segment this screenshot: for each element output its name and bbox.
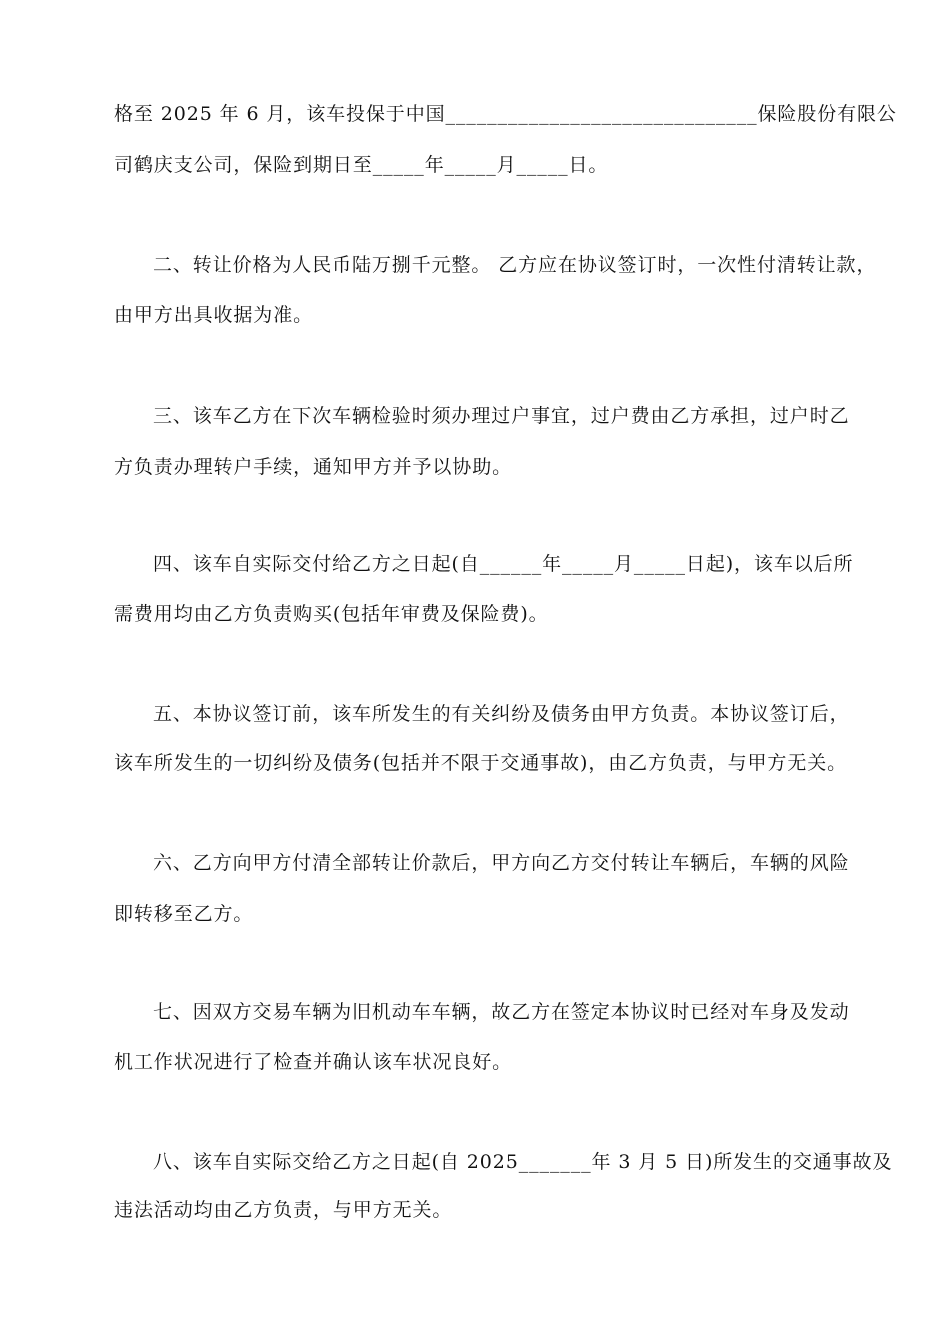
clause-seven-line-1: 七、因双方交易车辆为旧机动车车辆，故乙方在签定本协议时已经对车身及发动 <box>153 1001 850 1023</box>
clause-one-continued-line-2: 司鹤庆支公司，保险到期日至_____年_____月_____日。 <box>114 154 609 176</box>
clause-three-line-2: 方负责办理转户手续，通知甲方并予以协助。 <box>114 456 513 478</box>
clause-five-line-1: 五、本协议签订前，该车所发生的有关纠纷及债务由甲方负责。本协议签订后， <box>153 703 850 725</box>
clause-four-line-2: 需费用均由乙方负责购买(包括年审费及保险费)。 <box>114 603 549 625</box>
clause-eight-line-1: 八、该车自实际交给乙方之日起(自 2025_______年 3 月 5 日)所发生的交通事故及 <box>153 1151 893 1173</box>
clause-four-line-1: 四、该车自实际交付给乙方之日起(自______年_____月_____日起)，该车以后所 <box>153 553 854 575</box>
clause-three-line-1: 三、该车乙方在下次车辆检验时须办理过户事宜，过户费由乙方承担，过户时乙 <box>153 405 850 427</box>
clause-six-line-1: 六、乙方向甲方付清全部转让价款后，甲方向乙方交付转让车辆后，车辆的风险 <box>153 852 850 874</box>
clause-one-continued-line-1: 格至 2025 年 6 月，该车投保于中国______________________________保险股份有限公 <box>114 103 897 125</box>
clause-five-line-2: 该车所发生的一切纠纷及债务(包括并不限于交通事故)，由乙方负责，与甲方无关。 <box>114 752 848 774</box>
clause-eight-line-2: 违法活动均由乙方负责，与甲方无关。 <box>114 1199 453 1221</box>
clause-two-line-1: 二、转让价格为人民币陆万捌千元整。 乙方应在协议签订时，一次性付清转让款， <box>153 254 877 276</box>
clause-six-line-2: 即转移至乙方。 <box>114 903 254 925</box>
clause-seven-line-2: 机工作状况进行了检查并确认该车状况良好。 <box>114 1051 513 1073</box>
clause-two-line-2: 由甲方出具收据为准。 <box>114 304 314 326</box>
